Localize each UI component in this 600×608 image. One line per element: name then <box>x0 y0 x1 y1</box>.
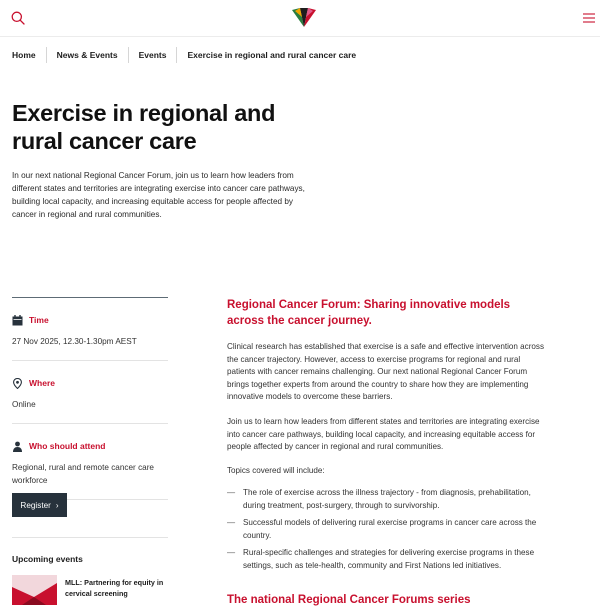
list-item <box>227 547 547 572</box>
series-heading: The national Regional Cancer Forums series <box>227 594 471 606</box>
audience-value: Regional, rural and remote cancer care workforce <box>12 463 154 485</box>
dash-bullet: — <box>227 548 236 558</box>
paragraph-research: Clinical research has established that exercise is a safe and effective intervention across the cancer trajectory. However, access to exercise programs for regional and rural patients with cancer remains challenging. Our next national Regional Cancer Forum brings together experts from around the country to share how they are implementing innovative models to overcome these barriers. <box>227 342 545 402</box>
where-block <box>12 376 168 424</box>
audience-block <box>12 439 168 500</box>
topic-text: Successful models of delivering rural exercise programs in cancer care across the country. <box>243 518 537 540</box>
upcoming-events-heading: Upcoming events <box>12 554 83 564</box>
forum-heading: Regional Cancer Forum: Sharing innovative models across the cancer journey. <box>227 299 511 327</box>
logo-mark[interactable] <box>292 7 316 27</box>
upcoming-event-card[interactable] <box>12 575 168 605</box>
hamburger-menu-icon[interactable] <box>583 12 595 24</box>
topics-intro: Topics covered will include: <box>227 466 325 475</box>
topic-text: The role of exercise across the illness trajectory - from diagnosis, prehabilitation, during treatment, post-surgery, through to survivorship. <box>243 488 531 510</box>
breadcrumb-news-events[interactable]: News & Events <box>47 47 129 63</box>
event-details-sidebar <box>12 297 168 598</box>
where-value: Online <box>12 400 36 409</box>
audience-label-text: Who should attend <box>29 441 106 451</box>
list-item <box>227 487 547 512</box>
time-block <box>12 313 168 361</box>
dash-bullet: — <box>227 488 236 497</box>
topic-text: Rural-specific challenges and strategies for delivering exercise programs in these settings, such as tele-health, community and First Nations led initiatives. <box>243 548 535 570</box>
main-content <box>227 297 547 606</box>
page-title: Exercise in regional and rural cancer care <box>12 100 276 154</box>
upcoming-event-title[interactable]: MLL: Partnering for equity in cervical screening <box>65 578 164 598</box>
register-label: Register <box>20 500 51 510</box>
register-button[interactable] <box>12 493 67 517</box>
time-value: 27 Nov 2025, 12.30-1.30pm AEST <box>12 337 137 346</box>
where-label <box>12 376 168 390</box>
paragraph-join: Join us to learn how leaders from different states and territories are integrating exercise into cancer care pathways, building local capacity, and increasing equitable access for people affected by cancer in regional and rural communities. <box>227 417 540 452</box>
breadcrumb-current: Exercise in regional and rural cancer care <box>187 50 357 60</box>
upcoming-divider <box>12 537 168 538</box>
calendar-icon <box>12 315 23 326</box>
breadcrumb-home[interactable]: Home <box>12 47 47 63</box>
top-bar <box>0 0 600 37</box>
event-thumbnail[interactable] <box>12 575 57 605</box>
dash-bullet: — <box>227 518 236 528</box>
where-label-text: Where <box>29 378 55 388</box>
audience-label <box>12 439 168 453</box>
time-label <box>12 313 168 327</box>
person-icon <box>12 441 23 452</box>
map-pin-icon <box>12 378 23 389</box>
list-item <box>227 517 547 542</box>
time-label-text: Time <box>29 315 49 325</box>
chevron-right-icon: › <box>55 500 59 510</box>
intro-text: In our next national Regional Cancer Forum, join us to learn how leaders from different states and territories are integrating exercise into cancer care pathways, building local capacity, and increasing equitable access for people affected by cancer in regional and rural communities. <box>12 171 305 219</box>
breadcrumb <box>12 46 366 64</box>
sidebar-divider <box>12 297 168 298</box>
topics-list <box>227 487 547 578</box>
breadcrumb-events[interactable]: Events <box>129 47 178 63</box>
search-icon[interactable] <box>11 11 25 25</box>
